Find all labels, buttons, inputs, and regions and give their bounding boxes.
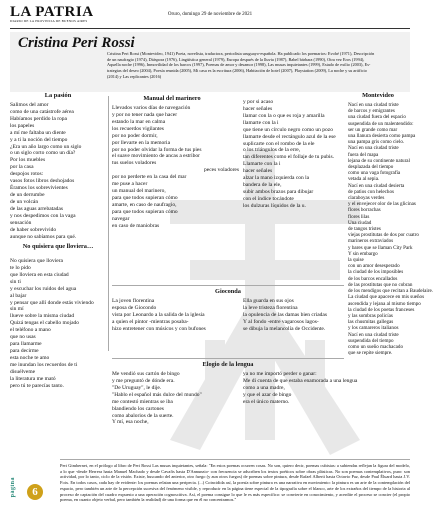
poem-line: de patios con helechos	[348, 188, 394, 195]
page-title: Cristina Peri Rossi	[18, 35, 135, 51]
poem-line: navegar	[112, 215, 130, 222]
poem-line: con el índice tocándote	[243, 195, 294, 202]
poem-line: tus suelos voladores	[112, 160, 157, 167]
poem-line: la quise	[348, 257, 364, 264]
poem-line: desplazada del tiempo	[348, 164, 394, 171]
poem-line: bandera de la ele,	[243, 182, 282, 189]
poem-line: y bares que se llaman City Park	[348, 244, 413, 251]
poem-line: y escuchar los ruidos del agua	[10, 285, 77, 292]
poem-line: me puse a hacer	[112, 181, 148, 188]
poem-line: llamar con la o que es roja y amarilla	[243, 112, 325, 119]
poem-line: me inundan los recuerdos de ti	[10, 361, 78, 368]
poem-line: Salimos del amor	[10, 102, 49, 108]
poem-line: una llanura desierta como pampa	[348, 133, 416, 140]
poem-line: Me vendió sus cartón de bingo	[112, 371, 180, 377]
poem-line: las chusmitas gallegas	[348, 319, 394, 326]
poem-line: Nací en una ciudad triste	[348, 331, 399, 338]
poem-line: "De Uruguay", le dije.	[112, 384, 162, 391]
poem-line: vista por Leonardo a la salida de la iglesia	[112, 311, 205, 318]
poem-line: que no usas	[10, 334, 36, 341]
poem-line: que se repite siempre.	[348, 350, 393, 357]
poem-line: de los barcos encallados	[348, 275, 398, 282]
title-band	[10, 32, 410, 92]
poem-elogio-col1	[112, 371, 239, 426]
poem-line: que tiene un círculo negro como un pozo	[243, 126, 333, 133]
poem-line: estando la mar en calma	[112, 118, 166, 125]
poem-line: por llevarte en la memoria	[112, 139, 171, 146]
poem-line: y el envejecer olor de las glicinas	[348, 201, 416, 208]
section-rule	[112, 285, 344, 286]
poem-line: Llamarte con la i	[243, 161, 281, 168]
poem-line: Éramos los sobrevivientes	[10, 185, 68, 192]
poem-line: suplicarte con el rombo de la ele	[243, 140, 315, 147]
poem-line: subir ambos brazos para dibujar	[243, 188, 314, 195]
poem-line: Y al fondo -entre vagarosos lagos-	[243, 318, 319, 325]
bio-line: trategias del deseo (2004), Poesía reunida (2005), Mi casa es la escritura (2006), Habitación de hotel (2007), Playstation (2009), La noche y su artificio	[107, 68, 367, 74]
poem-line: como de una catástrofe aérea	[10, 108, 74, 115]
bio-line: de un naufragio (1974), Diáspora (1976), Lingüística general (1979), Europa después de la lluvia (1987), Babel bárbara (1990), Otra vez Eros (1994),	[107, 56, 365, 62]
poem-line: hacer señales	[243, 105, 273, 112]
poem-line: por no poder olvidar la forma de tus pies	[112, 146, 202, 153]
masthead	[10, 4, 410, 26]
poem-line: te lo pido	[10, 264, 31, 271]
poem-line: y a ti la noción del tiempo	[10, 136, 68, 143]
poem-line: de los mendigos que recitan a Baudelaire.	[348, 288, 433, 295]
poem-line: aunque no sabíamos para qué.	[10, 233, 77, 240]
poem-line: tan diferentes como el follaje de tu pubis.	[243, 154, 335, 161]
poem-line: marineros extraviados	[348, 238, 394, 245]
poem-line: Llevados varios días de navegación	[112, 105, 191, 111]
poem-lloviera	[10, 258, 106, 390]
poem-line: pero tú te parecías tanto.	[10, 382, 64, 389]
poem-line: que lloviera en esta ciudad	[10, 271, 69, 278]
section-rule	[112, 358, 344, 359]
poem-line: se dibuja la melancolía de Occidente.	[243, 325, 326, 332]
poem-line: para llamarme	[10, 341, 42, 348]
poem-line: flores borrachas	[348, 207, 381, 214]
poem-line: el suave movimiento de ancas a estribor	[112, 153, 200, 160]
section-title-pasion: La pasión	[44, 92, 72, 99]
poem-line: a mí me faltaba un diente	[10, 129, 66, 136]
column-separator	[108, 96, 109, 351]
poem-marinero-col1	[112, 105, 239, 230]
newspaper-logo: LA PATRIA	[10, 4, 94, 20]
poem-line: Nací en una ciudad triste	[348, 145, 399, 152]
poem-line: suspendida de un malentendido:	[348, 120, 414, 127]
footer-rule	[60, 459, 410, 460]
dateline: Oruro, domingo 29 de noviembre de 2021	[167, 12, 253, 17]
poem-line: Nací en una ciudad triste	[348, 102, 399, 108]
poem-line: La joven florentina	[112, 298, 155, 304]
poem-line: peces voladores	[204, 167, 239, 174]
poem-line: los papeles	[10, 122, 35, 129]
poem-line: de un volcán	[10, 198, 39, 205]
section-title-marinero: Manual del marinero	[143, 95, 201, 102]
poem-montevideo	[348, 102, 433, 357]
poem-gioconda-col1	[112, 298, 239, 333]
page-number-badge: 6	[27, 484, 43, 500]
poem-line: hacer señales	[243, 168, 273, 175]
poem-line: como una vaga fotografía	[348, 170, 401, 177]
poem-line: y por no tener nada que hacer	[112, 111, 178, 118]
poem-line: La ciudad que apacece en mis sueños	[348, 294, 425, 301]
poem-line: Nací en una ciudad desierta	[348, 182, 405, 189]
poem-line: ya no me importó perder o ganar:	[243, 371, 317, 377]
top-rule	[10, 28, 410, 29]
poem-line: vetada al sepia.	[348, 176, 380, 183]
poem-line: Una ciudad	[348, 219, 372, 226]
poem-line: me contestó mientras se iba	[112, 398, 173, 405]
poem-line: de las aguas arrebatadas	[10, 205, 63, 212]
poem-line: Y sin embargo	[348, 250, 378, 257]
newspaper-tagline: DIARIO DE LA PROVINCIA DE BUENOS AIRES	[10, 19, 88, 23]
poem-line: alzar la mano izquierda con la	[243, 175, 310, 182]
poem-line: esta noche te amo	[10, 354, 50, 361]
poem-line: a quien el pintor -mientras posaba-	[112, 318, 189, 325]
poem-line: por no perderte en la casa del mar	[112, 174, 187, 181]
poem-line: sin ti	[10, 278, 21, 285]
poem-line: para que todos supieran cómo	[112, 194, 178, 201]
poem-line: amarte, en caso de naufragio,	[112, 201, 177, 208]
poem-line: vasos fotos libros deshojados	[10, 178, 75, 185]
poem-line: y nos despedimos con la vaga	[10, 212, 76, 219]
poem-line: Y mí, esa noche,	[112, 419, 149, 426]
poem-line: como un sueño machacado	[348, 343, 404, 350]
section-title-gioconda: Gioconda	[215, 288, 241, 295]
poem-line: la ciudad de los poetas franceses	[348, 306, 415, 313]
poem-line: los recuerdos vigilantes	[112, 125, 164, 132]
poem-line: despojos rotos:	[10, 171, 44, 178]
poem-line: en caso de maniobras	[112, 222, 160, 229]
poem-line: la leve tristeza florentina	[243, 304, 298, 311]
poem-line: y me preguntó de dónde era.	[112, 377, 175, 384]
poem-line: y los camareros italianos	[348, 325, 399, 332]
bio-line: Cristina Peri Rossi (Montevideo, 1941) Poeta, novelista, traductora, periodista uruguayo-española. Ha publicado los poemarios: Evohé (1971), Descripción	[107, 51, 375, 56]
poem-line: de tangos tristes	[348, 226, 381, 233]
page-word: página	[10, 477, 16, 498]
poem-line: Por los muebles	[10, 157, 46, 164]
poem-line: Ella guarda en sus ojos	[243, 298, 294, 304]
poem-marinero-col2	[243, 99, 343, 210]
poem-line: de haber sobrevivido	[10, 226, 57, 233]
poem-line: esposa de Giocondo	[112, 304, 157, 311]
poem-line: Me di cuenta de que estaba enamorada a una lengua	[243, 377, 358, 384]
poem-line: o un siglo corto como un día?	[10, 150, 76, 157]
poem-line: suspendida del tiempo	[348, 337, 394, 344]
footer-commentary: Peri Gimbernet, en el prólogo al libro de Peri Rossi Las musas inquietantes, señala: "En estos poemas ocurren cosas. No son, quiero decir, poemas cubistas: a subtendas reflejan la figura del modelo, a lo que -desde Herrera hasta Manuel Machado y desde Cavafis hasta D'Annunzio- con frecuencia se adscriben los textos poéticos sobre obras plásticas. No son poemas contemplativos, puro: son actividad, por lo tanto, ciclo de la visión. Existe, buscando del anterior, otro fuego (y aun otros fuegos) de poemas sobre pintura, desde Rafael Alberti hasta Octavio Paz, desde Paul Éluard hasta J.V. Foix. En todos casos, cada hay de evidente: los poemas relatan una peripecia. (...) Coincidida así, la poesía sobre pintura es una narrativa en movimiento: la pintura es un arte de la contemplación del espacio, pero también un arte de la percepción sucesiva del fenómeno visible, y reproducir en la página tiene especial de la tipografía sobre el blanco, arte de los extraños del tiempo de la historia al proceso de captación del cuadro expuesto a una operación cognoscitiva. Así, el poema consigue lo que le es más específico: se convierte en conocimiento, y acerdite el proceso se concier (el propio poema, en cuanto objeto verbal, pero también la realidad) de una forma que en él no concentramos."	[60, 463, 410, 503]
poem-line: ¿Era un año largo como un siglo	[10, 143, 82, 150]
poem-line: o los triángulos de la erre,	[243, 147, 301, 154]
poem-line: hizo entretener con músicos y con bufones	[112, 325, 206, 332]
poem-line: Quizá tengas el cabello mojado	[10, 320, 80, 327]
poem-line: para decirme	[10, 347, 39, 354]
section-title-montevideo: Montevideo	[362, 92, 394, 99]
poem-line: la literatura me mató	[10, 375, 56, 382]
poem-line: de barcos y emigrantes	[348, 108, 395, 115]
poem-line: llamarte con la i	[243, 119, 279, 126]
poem-line: al bajar	[10, 292, 27, 299]
poem-line: flores lilas	[348, 213, 370, 220]
poem-line: por no poder dormir,	[112, 132, 158, 139]
poem-gioconda-col2	[243, 298, 343, 333]
poem-line: "Hablo el español más dulce del mundo"	[112, 391, 202, 398]
poem-line: ascendida y lejana al mismo tiempo	[348, 300, 421, 307]
poem-line: para que todos supieran cómo	[112, 208, 178, 215]
poem-line: llueve sobre la misma ciudad	[10, 313, 75, 320]
poem-line: como a una madre,	[243, 384, 285, 391]
section-title-lloviera: No quisiera que lloviera…	[22, 243, 94, 250]
poem-line: y pensar que allí donde estás viviendo	[10, 299, 94, 306]
poem-line: claraboyas verdes	[348, 195, 385, 202]
poem-line: y por si acaso	[243, 99, 274, 105]
poem-line: de las prostitutas que no cobran	[348, 281, 413, 288]
poem-line: viejas prostitutas de dos por cuatro	[348, 232, 419, 239]
poem-line: sensación	[10, 219, 32, 226]
poem-pasion	[10, 102, 106, 240]
bio-line: (2014) y Las replicantes (2016)	[107, 73, 162, 79]
poem-line: una pampa gris como cielo.	[348, 139, 405, 146]
poem-line: los dulzuras líquidos de la u.	[243, 202, 306, 209]
poem-line: de un derrumbe	[10, 191, 45, 198]
poem-line: una ciudad fuera del espacio	[348, 114, 406, 121]
poem-line: la opulencia de las damas bien criadas	[243, 311, 327, 318]
poem-line: blandiendo los cartones	[112, 405, 164, 412]
poem-line: por la casa	[10, 164, 34, 171]
poem-line: disuélveme	[10, 368, 36, 375]
poem-line: llamarte desde el rectángulo azul de la ese	[243, 133, 336, 140]
poem-line: y las sombras policías	[348, 312, 393, 319]
poem-line: era el único materno.	[243, 398, 290, 405]
poem-line: y que el azar de bingo	[243, 391, 292, 398]
poem-line: la ciudad de los imposibles	[348, 269, 404, 276]
poem-line: No quisiera que lloviera	[10, 258, 63, 264]
poem-line: como abalorios de la suerte.	[112, 412, 174, 419]
poem-line: Habíamos perdido la ropa	[10, 115, 67, 122]
poem-line: lejana de su continente natural	[348, 157, 410, 164]
poem-line: con un amor desesperado	[348, 263, 400, 270]
poem-line: fuera del mapa	[348, 151, 379, 158]
poem-line: un manual del marinero,	[112, 188, 166, 195]
poem-line: el teléfono a mano	[10, 327, 51, 334]
page-label	[10, 477, 24, 507]
author-bio	[107, 51, 405, 79]
poem-elogio-col2	[243, 371, 358, 406]
section-title-elogio: Elogio de la lengua	[202, 361, 254, 368]
bio-line: Aquella noche (1996), Inmovilidad de los barcos (1997), Poemas de amor y desamor (1998), Las musas inquietantes (1999), Estado de exilio (2003), Es-	[107, 62, 371, 68]
poem-line: ser un grande como mar	[348, 126, 398, 133]
poem-line: sin mí	[10, 306, 24, 313]
